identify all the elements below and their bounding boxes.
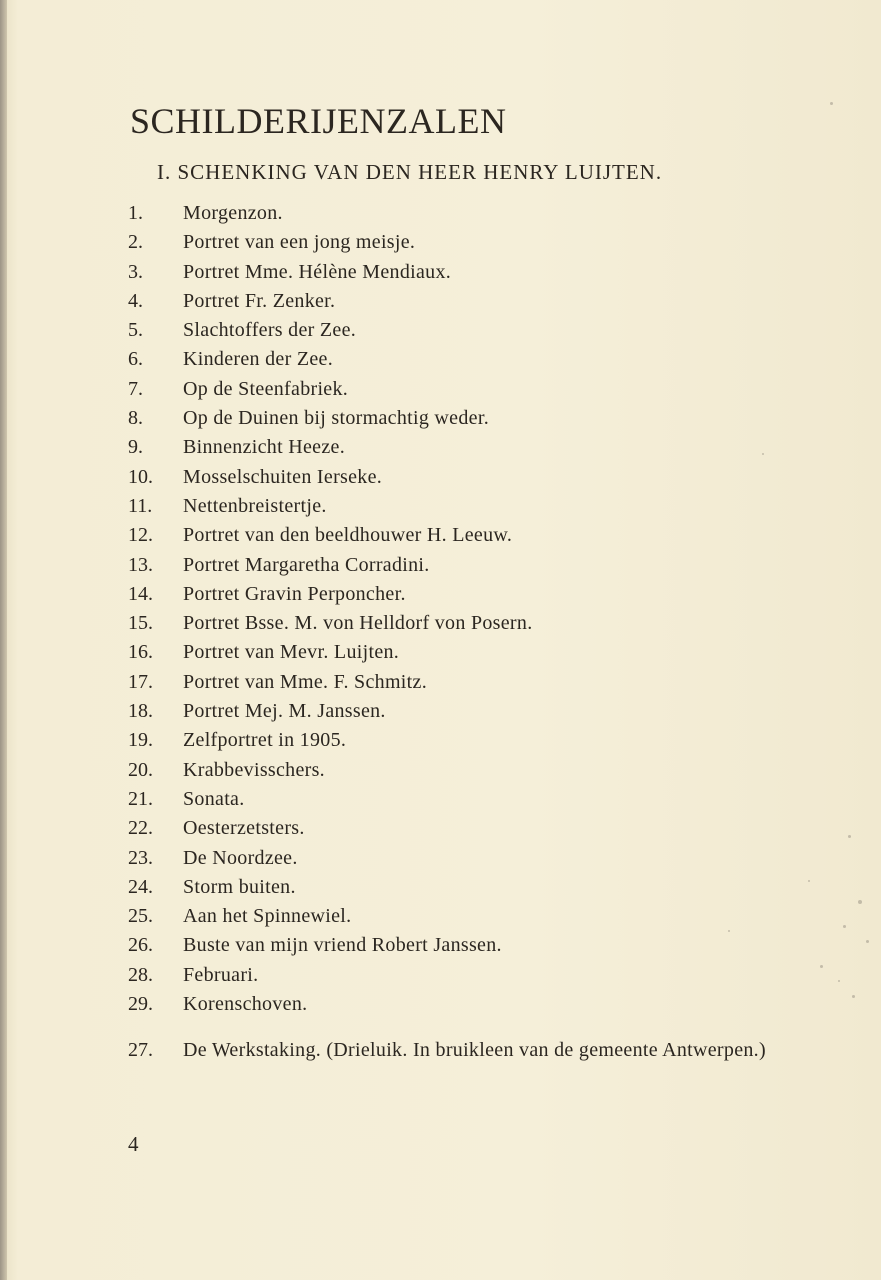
list-item [128,641,533,670]
list-item [128,729,533,758]
list-item [128,934,533,963]
item-title: Kinderen der Zee. [183,348,334,371]
item-title: Portret Bsse. M. von Helldorf von Posern. [183,612,533,635]
item-number: 5. [128,319,143,342]
paper-speck [858,900,862,904]
item-number: 15. [128,612,153,635]
item-title: Portret van Mme. F. Schmitz. [183,670,427,693]
item-number: 7. [128,377,143,400]
item-title: Morgenzon. [183,202,283,224]
page-spine-edge [0,0,7,1280]
item-title: Op de Duinen bij stormachtig weder. [183,407,489,430]
item-title: Krabbevisschers. [183,758,325,781]
item-number: 3. [128,260,143,283]
item-title: Storm buiten. [183,875,296,898]
item-title: Op de Steenfabriek. [183,377,349,400]
item-number: 19. [128,729,153,752]
item-title: De Noordzee. [183,846,298,869]
list-item [128,554,533,583]
item-number: 27. [128,1039,153,1061]
item-title: Portret van den beeldhouwer H. Leeuw. [183,524,513,547]
item-title: Portret Mme. Hélène Mendiaux. [183,260,452,283]
item-title: Februari. [183,963,259,986]
item-title: Aan het Spinnewiel. [183,905,352,928]
item-number: 8. [128,407,143,430]
list-item [128,348,533,377]
paper-speck [808,880,810,882]
list-item [128,788,533,817]
list-item [128,583,533,612]
list-item [128,993,533,1022]
list-item [128,700,533,729]
item-title: Korenschoven. [183,993,308,1016]
paper-speck [852,995,855,998]
list-item [128,612,533,641]
item-title: Nettenbreistertje. [183,494,327,517]
item-number: 9. [128,436,143,459]
list-item [128,817,533,846]
list-item [128,905,533,934]
item-number: 21. [128,787,153,810]
item-number: 23. [128,846,153,869]
list-item [128,759,533,788]
page-title: SCHILDERIJENZALEN [130,101,507,141]
item-title: Sonata. [183,787,245,810]
list-item [128,407,533,436]
item-number: 1. [128,202,143,224]
paper-speck [838,980,840,982]
list-item [128,202,533,231]
item-number: 18. [128,700,153,723]
item-number: 6. [128,348,143,371]
list-item [128,495,533,524]
painting-list [128,202,533,1022]
item-title: Portret Gravin Perponcher. [183,582,406,605]
item-number: 14. [128,582,153,605]
item-number: 12. [128,524,153,547]
item-title: Zelfportret in 1905. [183,729,347,752]
item-title: Portret van Mevr. Luijten. [183,641,400,664]
item-title: Binnenzicht Heeze. [183,436,345,459]
item-number: 22. [128,817,153,840]
paper-speck [848,835,851,838]
list-item [128,319,533,348]
list-item [128,261,533,290]
paper-speck [830,102,833,105]
page-number: 4 [128,1132,139,1156]
item-number: 29. [128,993,153,1016]
section-subtitle: I. SCHENKING VAN DEN HEER HENRY LUIJTEN. [157,160,663,184]
paper-speck [866,940,869,943]
list-item [128,524,533,553]
item-number: 16. [128,641,153,664]
item-number: 28. [128,963,153,986]
item-number: 13. [128,553,153,576]
item-number: 11. [128,494,153,517]
item-title: Portret Margaretha Corradini. [183,553,430,576]
item-number: 26. [128,934,153,957]
paper-speck [762,453,764,455]
item-title: De Werkstaking. (Drieluik. In bruikleen van de gemeente Antwerpen.) [183,1039,766,1061]
list-item [128,847,533,876]
item-number: 24. [128,875,153,898]
list-item [128,876,533,905]
list-item [128,436,533,465]
item-title: Portret van een jong meisje. [183,231,416,254]
item-number: 2. [128,231,143,254]
list-item [128,964,533,993]
list-item [128,231,533,260]
item-number: 17. [128,670,153,693]
loan-entry [128,1036,783,1065]
paper-speck [820,965,823,968]
item-number: 20. [128,758,153,781]
list-item [128,290,533,319]
item-number: 4. [128,289,143,312]
item-title: Portret Fr. Zenker. [183,289,336,312]
item-number: 10. [128,465,153,488]
list-item [128,466,533,495]
list-item [128,378,533,407]
paper-speck [843,925,846,928]
item-title: Mosselschuiten Ierseke. [183,465,383,488]
paper-speck [728,930,730,932]
list-item [128,671,533,700]
item-title: Portret Mej. M. Janssen. [183,700,386,723]
item-title: Slachtoffers der Zee. [183,319,357,342]
item-number: 25. [128,905,153,928]
item-title: Oesterzetsters. [183,817,305,840]
item-title: Buste van mijn vriend Robert Janssen. [183,934,502,957]
